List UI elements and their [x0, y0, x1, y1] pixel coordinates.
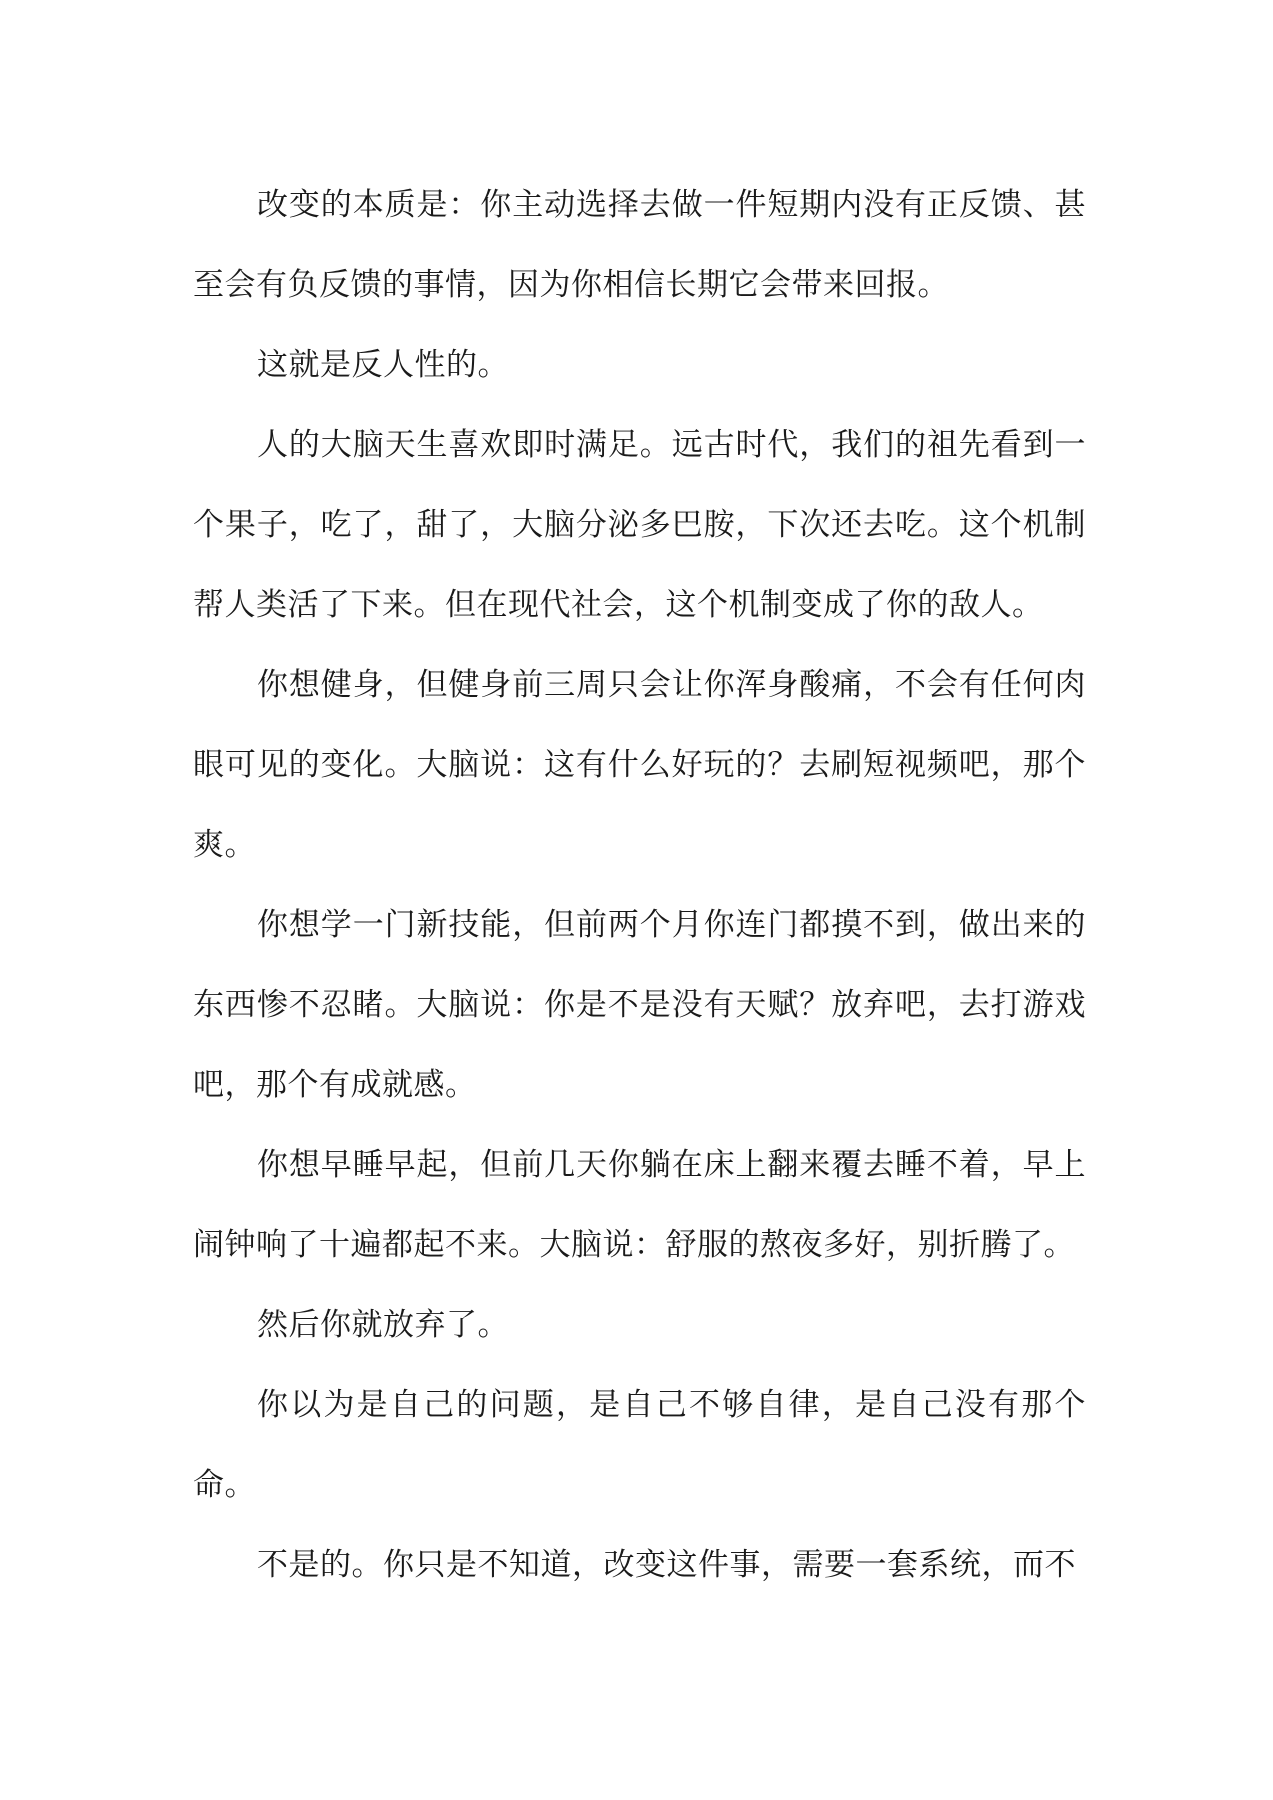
paragraph-2: 这就是反人性的。 [257, 347, 509, 383]
paragraph-9: 不是的。你只是不知道，改变这件事，需要一套系统，而不 [257, 1547, 1076, 1583]
body-text [193, 165, 1086, 1605]
paragraph-6: 你想早睡早起，但前几天你躺在床上翻来覆去睡不着，早上闹钟响了十遍都起不来。大脑说：舒服的熬夜多好，别折腾了。 [193, 1147, 1086, 1263]
paragraph-1: 改变的本质是：你主动选择去做一件短期内没有正反馈、甚至会有负反馈的事情，因为你相信长期它会带来回报。 [193, 187, 1086, 303]
paragraph-8: 你以为是自己的问题，是自己不够自律，是自己没有那个命。 [193, 1387, 1086, 1503]
paragraph-5: 你想学一门新技能，但前两个月你连门都摸不到，做出来的东西惨不忍睹。大脑说：你是不是没有天赋？放弃吧，去打游戏吧，那个有成就感。 [193, 907, 1086, 1103]
paragraph-4: 你想健身，但健身前三周只会让你浑身酸痛，不会有任何肉眼可见的变化。大脑说：这有什么好玩的？去刷短视频吧，那个爽。 [193, 667, 1086, 863]
paragraph-3: 人的大脑天生喜欢即时满足。远古时代，我们的祖先看到一个果子，吃了，甜了，大脑分泌多巴胺，下次还去吃。这个机制帮人类活了下来。但在现代社会，这个机制变成了你的敌人。 [193, 427, 1086, 623]
paragraph-7: 然后你就放弃了。 [257, 1307, 509, 1343]
